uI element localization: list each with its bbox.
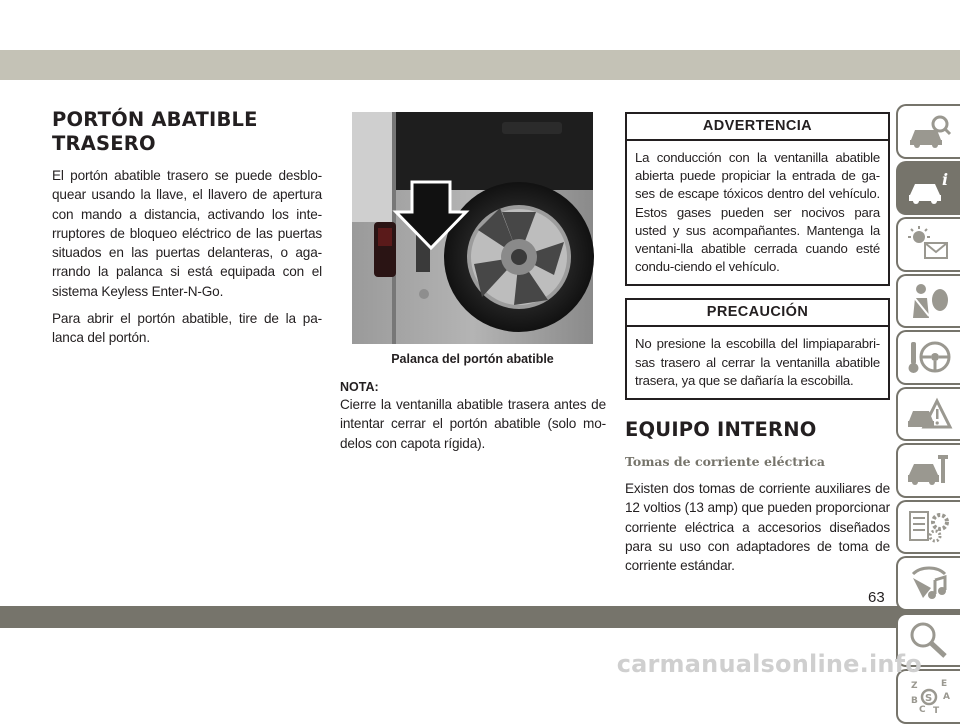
- svg-text:B: B: [911, 696, 918, 707]
- warning-box: [625, 112, 890, 286]
- caution-text: No presione la escobilla del limpiaparabri-sas trasero al cerrar la ventanilla abatible trasera, ya que se dañaría la escobilla.: [635, 336, 880, 388]
- right-column: [625, 112, 890, 576]
- steering-wheel-icon: [907, 338, 951, 376]
- maintenance-gear-icon: [907, 508, 951, 546]
- section-title-interior: EQUIPO INTERNO: [625, 418, 817, 442]
- tab-car-search[interactable]: [896, 104, 960, 159]
- warning-light-message-icon: [907, 225, 951, 263]
- left-column: [52, 108, 322, 348]
- car-info-icon: [907, 169, 951, 207]
- liftgate-paragraph-1: El portón abatible trasero se puede desblo-quear usando la llave, el llavero de apertura con mando a distancia, activando los inte-rruptores de bloqueo eléctrico de las puertas situados en las puertas delanteras, o aga-rrando la palanca si está equipada con el sistema Keyless Enter-N-Go.: [52, 168, 322, 299]
- power-outlets-paragraph: Existen dos tomas de corriente auxiliares de 12 voltios (13 amp) que pueden proporcionar corriente eléctrica a accesorios diseñados para su uso con adaptadores de toma de corriente estándar.: [625, 481, 890, 574]
- middle-column: [340, 112, 606, 453]
- svg-text:A: A: [943, 692, 950, 703]
- svg-text:T: T: [933, 706, 940, 717]
- caution-title: PRECAUCIÓN: [627, 300, 888, 327]
- page-number: 63: [868, 589, 885, 606]
- svg-text:i: i: [942, 169, 949, 189]
- section-title-line2: TRASERO: [52, 132, 156, 155]
- warning-title: ADVERTENCIA: [627, 114, 888, 141]
- jeep-rear-illustration: [352, 112, 593, 344]
- header-band: [0, 50, 960, 80]
- liftgate-paragraph-2: Para abrir el portón abatible, tire de la pa-lanca del portón.: [52, 311, 322, 346]
- tab-multimedia[interactable]: [896, 556, 960, 611]
- section-title-line1: PORTÓN ABATIBLE: [52, 108, 258, 131]
- tab-warning-lights[interactable]: [896, 217, 960, 272]
- subsection-title-power-outlets: Tomas de corriente eléctrica: [625, 454, 826, 470]
- svg-text:E: E: [941, 679, 948, 690]
- warning-text: La conducción con la ventanilla abatible abierta puede propiciar la entrada de ga-ses de escape tóxicos dentro del vehículo. Estos gases pueden ser nocivos para usted y sus acompañantes. Mantenga la ventani-lla abatible cerrada cuando esté condu-ciendo el vehículo.: [635, 150, 880, 275]
- multimedia-icon: [907, 564, 951, 602]
- section-title-liftgate: [52, 108, 322, 156]
- svg-text:Z: Z: [911, 681, 918, 692]
- caution-box: [625, 298, 890, 400]
- tab-service[interactable]: [896, 443, 960, 498]
- note-label: NOTA:: [340, 380, 379, 394]
- tab-emergency[interactable]: [896, 387, 960, 442]
- svg-text:C: C: [919, 705, 926, 716]
- car-service-icon: [907, 451, 951, 489]
- alphabet-index-icon: [907, 677, 951, 715]
- car-hazard-icon: [907, 395, 951, 433]
- tab-maintenance[interactable]: [896, 500, 960, 555]
- car-search-icon: [907, 112, 951, 150]
- seatbelt-airbag-icon: [907, 282, 951, 320]
- tab-car-info[interactable]: [896, 161, 960, 216]
- chapter-tabs: [896, 104, 960, 726]
- liftgate-lever-photo: [352, 112, 593, 344]
- tab-driving[interactable]: [896, 330, 960, 385]
- note-text: Cierre la ventanilla abatible trasera antes de intentar cerrar el portón abatible (solo mo-delos con capota rígida).: [340, 397, 606, 451]
- svg-text:S: S: [925, 693, 933, 705]
- photo-caption: Palanca del portón abatible: [391, 352, 554, 366]
- tab-safety[interactable]: [896, 274, 960, 329]
- footer-band: [0, 606, 960, 628]
- watermark: carmanualsonline.info: [616, 650, 922, 678]
